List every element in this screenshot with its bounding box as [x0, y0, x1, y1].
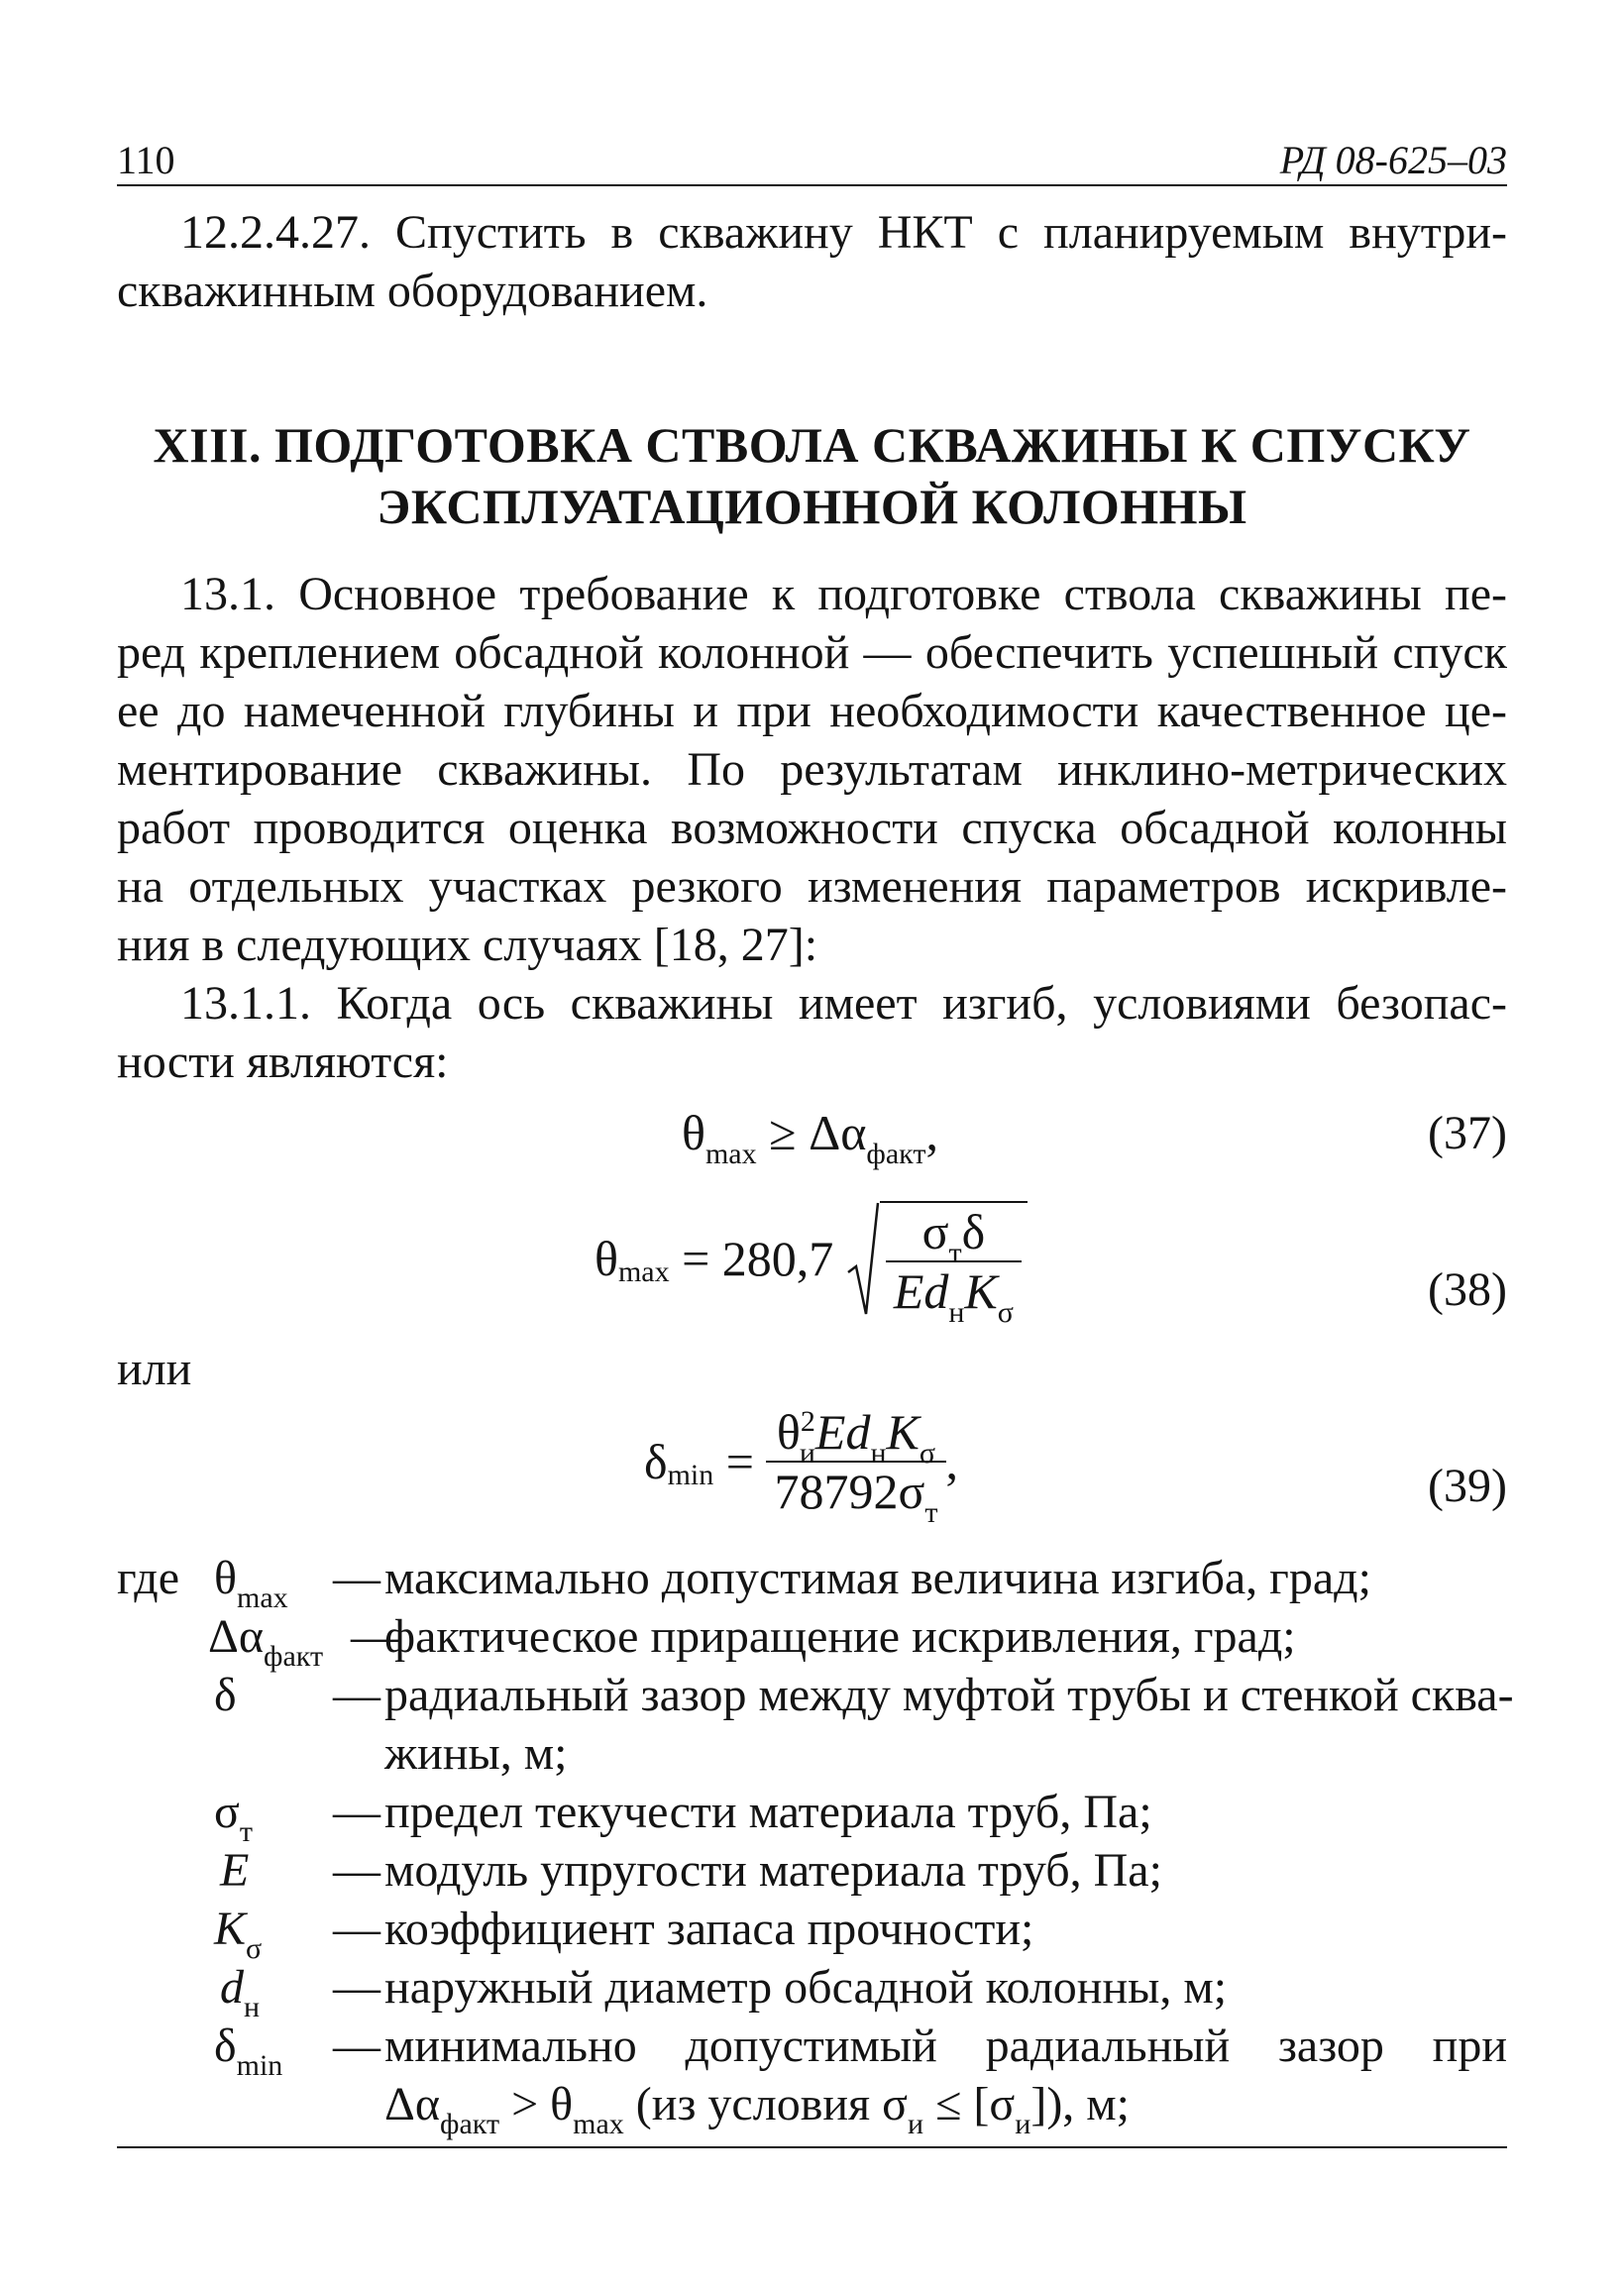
geq-sign: ≥ — [769, 1105, 797, 1160]
text-line: ности являются: — [117, 1036, 449, 1088]
delta-alpha-symbol: Δα — [809, 1105, 867, 1160]
definition-text: предел текучести материала труб, Па; — [384, 1786, 1152, 1838]
footer-rule — [117, 2146, 1507, 2148]
paragraph-13-1-1 — [117, 974, 1507, 1091]
modulus-diameter: Ed — [814, 1404, 871, 1460]
definition-text: максимально допустимая величина изгиба, град; — [384, 1552, 1371, 1604]
dash: — — [333, 1669, 380, 1721]
text-line: работ проводится оценка возможности спуска обсадной колонны — [117, 802, 1507, 854]
definition-symbol: $K_\sigma$ — [214, 1903, 263, 1965]
subscript: max — [704, 1138, 757, 1170]
definition-text: коэффициент запаса прочности; — [384, 1903, 1034, 1955]
text-line: ред креплением обсадной колонной — обеспечить успешный спуск — [117, 626, 1507, 679]
or-word: или — [117, 1343, 192, 1395]
equals-coefficient: = 280,7 — [682, 1231, 834, 1286]
numerator — [766, 1404, 945, 1470]
definition-text: фактическое приращение искривления, град; — [384, 1610, 1296, 1663]
text-line: $\Delta\alpha_{факт} > \theta_{max}$ (из условия $\sigma_и \le [\sigma_и]$), м; — [384, 2078, 1131, 2140]
text-line: радиальный зазор между муфтой трубы и стенкой сква- — [384, 1669, 1514, 1721]
equation-number-39: (39) — [1428, 1460, 1507, 1512]
sigma-symbol: σ — [921, 1204, 949, 1259]
delta-symbol: δ — [961, 1204, 986, 1259]
heading-line: ЭКСПЛУАТАЦИОННОЙ КОЛОННЫ — [377, 479, 1247, 534]
definitions-list — [117, 1549, 1514, 2140]
subscript: min — [667, 1459, 714, 1491]
definition-row — [117, 1958, 1507, 2023]
page-header — [117, 137, 1507, 184]
subscript: т — [924, 1496, 938, 1529]
definition-row — [117, 1607, 1507, 1673]
dash: — — [333, 1903, 380, 1955]
theta-symbol: θ — [776, 1404, 801, 1460]
paragraph-13-1 — [117, 565, 1507, 974]
text-line: на отдельных участках резкого изменения параметров искривле- — [117, 860, 1507, 913]
text-line: минимально допустимый радиальный зазор при — [384, 2019, 1507, 2072]
section-heading — [117, 414, 1507, 537]
square-root — [846, 1201, 1028, 1329]
definition-row — [117, 1666, 1514, 1783]
subscript: факт — [866, 1138, 926, 1170]
definition-text: модуль упругости материала труб, Па; — [384, 1844, 1162, 1897]
comma: , — [925, 1105, 938, 1160]
definition-text — [384, 2017, 1507, 2139]
definition-symbol: $d_н$ — [220, 1961, 261, 2023]
document-code: РД 08-625–03 — [1279, 138, 1507, 182]
definition-row — [117, 1549, 1507, 1614]
dash: — — [333, 1961, 380, 2014]
text-line: жины, м; — [384, 1727, 568, 1780]
subscript: σ — [919, 1437, 936, 1470]
formula-39 — [644, 1404, 959, 1529]
definition-symbol: $\Delta\alpha_{факт}$ — [208, 1610, 324, 1673]
denominator-value: 78792σ — [774, 1464, 925, 1519]
item-12-2-4-27 — [117, 203, 1507, 320]
dash: — — [351, 1610, 398, 1663]
text-line: 13.1.1. Когда ось скважины имеет изгиб, условиями безопас- — [180, 977, 1507, 1030]
radical-sign-icon — [846, 1201, 880, 1318]
fraction — [886, 1204, 1022, 1329]
definition-row — [117, 2017, 1507, 2140]
text-line: ментирование скважины. По результатам инклино-метрических — [117, 743, 1507, 796]
superscript: 2 — [800, 1405, 815, 1438]
definition-symbol: $\theta_{max}$ — [214, 1552, 288, 1614]
definition-text: наружный диаметр обсадной колонны, м; — [384, 1961, 1228, 2014]
modulus-diameter: Ed — [893, 1263, 949, 1319]
dash: — — [333, 2019, 380, 2072]
formula-37 — [682, 1105, 938, 1170]
definition-row — [117, 1783, 1507, 1848]
equals-sign: = — [725, 1434, 754, 1489]
subscript: т — [948, 1237, 962, 1269]
page-number: 110 — [117, 138, 175, 182]
denominator — [766, 1463, 945, 1529]
heading-line: XIII. ПОДГОТОВКА СТВОЛА СКВАЖИНЫ К СПУСКУ — [153, 417, 1471, 473]
definition-symbol: δ — [214, 1669, 237, 1721]
equation-number-38: (38) — [1428, 1263, 1507, 1316]
definition-symbol: $\sigma_т$ — [214, 1786, 253, 1848]
delta-symbol: δ — [644, 1434, 668, 1489]
comma: , — [945, 1434, 959, 1489]
definition-row — [117, 1841, 1507, 1900]
dash: — — [333, 1844, 380, 1897]
equation-number-37: (37) — [1428, 1107, 1507, 1159]
definition-symbol: $\delta_{min}$ — [214, 2019, 283, 2082]
numerator — [886, 1204, 1022, 1269]
text-line: 13.1. Основное требование к подготовке ствола скважины пе- — [180, 568, 1507, 620]
definition-text — [384, 1666, 1514, 1783]
fraction — [766, 1404, 945, 1529]
subscript: и — [799, 1437, 815, 1470]
k-symbol: K — [964, 1263, 998, 1319]
where-word: где — [117, 1552, 180, 1604]
definition-symbol: E — [220, 1844, 250, 1897]
subscript: σ — [997, 1296, 1014, 1329]
text-line: ния в следующих случаях [18, 27]: — [117, 919, 818, 971]
subscript: н — [870, 1437, 887, 1470]
text-line: скважинным оборудованием. — [117, 265, 708, 317]
k-symbol: K — [886, 1404, 920, 1460]
formula-38 — [595, 1201, 1028, 1329]
subscript: н — [948, 1296, 965, 1329]
dash: — — [333, 1552, 380, 1604]
theta-symbol: θ — [595, 1231, 618, 1286]
header-rule — [117, 184, 1507, 186]
denominator — [886, 1262, 1022, 1329]
text-line: ее до намеченной глубины и при необходимости качественное це- — [117, 685, 1507, 737]
theta-symbol: θ — [682, 1105, 705, 1160]
definition-row — [117, 1900, 1507, 1965]
subscript: max — [617, 1255, 670, 1288]
text-line: 12.2.4.27. Спустить в скважину НКТ с планируемым внутри- — [180, 206, 1507, 259]
dash: — — [333, 1786, 380, 1838]
